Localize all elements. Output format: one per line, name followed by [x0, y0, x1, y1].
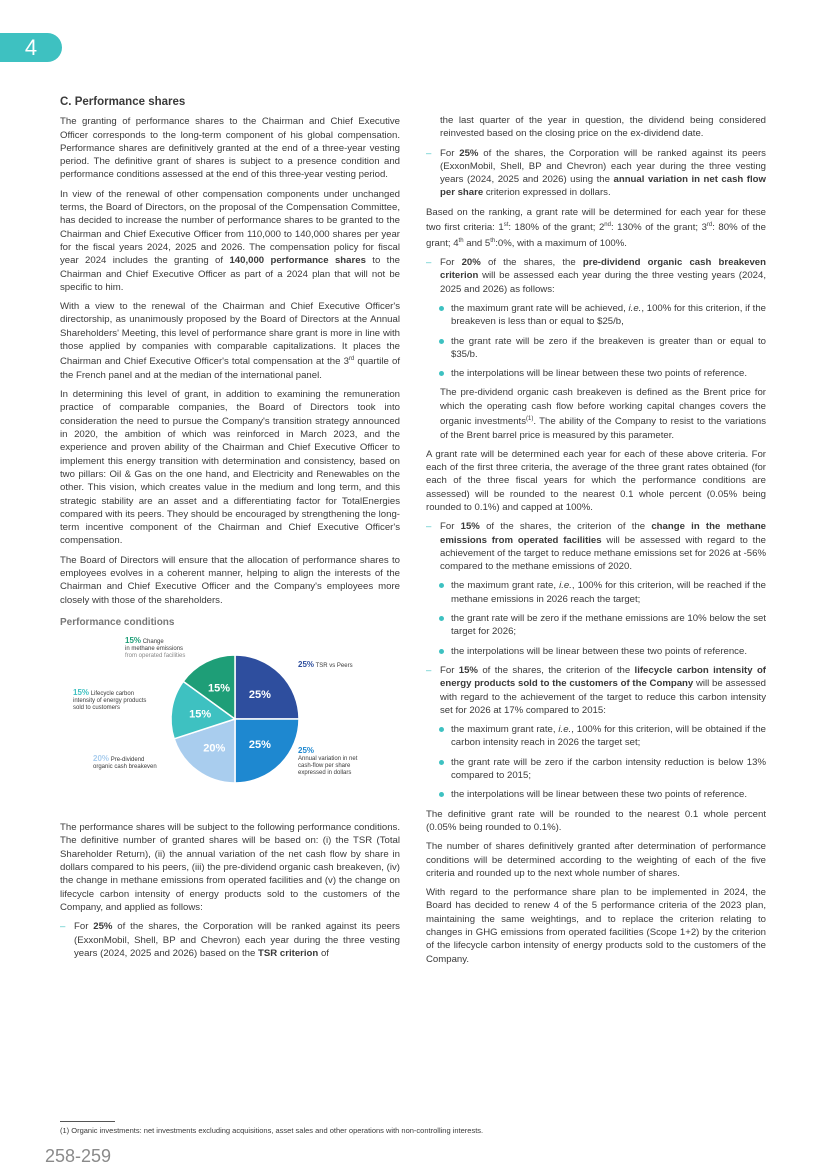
label-tsr: 25% TSR vs Peers	[298, 660, 353, 670]
dash-item-breakeven: – For 20% of the shares, the pre-dividend organic cash breakeven criterion will be assessed each year during the three vesting years (2024, 2025 and 2026) as follows:	[426, 257, 766, 295]
pie-slice-label: 15%	[189, 708, 212, 721]
pie-slice	[235, 655, 299, 719]
bullet-item: the maximum grant rate, i.e., 100% for this criterion, will be obtained if the carbon intensity reach in 2026 the target set;	[426, 723, 766, 750]
paragraph: A grant rate will be determined each year for each of these above criteria. For each of the first three criteria, the average of the three grant rates obtained (for each of the three fiscal years for which the performance conditions are assessed) will be rounded to the nearest 0.1 whole percent (0.05% being rounded to 0.1%) and capped at 100%.	[426, 448, 766, 513]
paragraph: In determining this level of grant, in addition to examining the remuneration practice of comparable companies, the Board of Directors took into consideration the need to pursue the Company's transition strategy announced in 2020, the ambition of which was reinforced in March 2023, and the experience and proven ability of the Chairman and Chief Executive Officer to implement this energy transition with determination and consistency, based on two pillars: Oil & Gas on the one hand, and Electricity and Renewables on the other. This vision, which creates value in the medium and long term, and this strategic stability are an asset and a differentiating factor for TotalEnergies compared with its peers. They should be encouraged by strengthening the long-term incentive component of the Chairman and Chief Executive Officer's compensation.	[60, 389, 400, 547]
label-breakeven: 20% Pre-dividend organic cash breakeven	[93, 754, 157, 771]
bullet-item: the maximum grant rate will be achieved, i.e., 100% for this criterion, if the breakeven is less than or equal to $25/b,	[426, 302, 766, 329]
left-column	[60, 94, 400, 966]
paragraph: Based on the ranking, a grant rate will be determined for each year for these two first criteria: 1st: 180% of the grant; 2nd: 130% of the grant; 3rd: 80% of the grant; 4th and 5th:0%, with a maximum of 100%.	[426, 206, 766, 249]
pie-slice-label: 15%	[207, 682, 231, 695]
subheading-performance-conditions: Performance conditions	[60, 616, 175, 628]
section-title: C. Performance shares	[60, 96, 186, 108]
bullet-item: the interpolations will be linear between these two points of reference.	[426, 367, 766, 380]
bullet-item: the grant rate will be zero if the breakeven is greater than or equal to $35/b.	[426, 335, 766, 362]
paragraph: The granting of performance shares to the Chairman and Chief Executive Officer corresponds to the long-term component of his global compensation. Performance shares are definitively granted at the end of a three-year vesting period. The definitive grant of shares is subject to a presence condition and performance conditions assessed at the end of this three-year vesting period.	[60, 116, 400, 181]
paragraph: With a view to the renewal of the Chairman and Chief Executive Officer's directorship, as unanimously proposed by the Board of Directors at the Annual Shareholders' Meeting, this level of performance share grant is more in line with those applied by companies with comparable capitalizations. It places the Chairman and Chief Executive Officer's total compensation at the 3rd quartile of the French panel and at the median of the international panel.	[60, 301, 400, 381]
footnote: (1) Organic investments: net investments excluding acquisitions, asset sales and other operations with non-controlling interests.	[60, 1126, 484, 1135]
pie-slice	[235, 719, 299, 783]
paragraph: The definitive grant rate will be rounded to the nearest 0.1 whole percent (0.05% being rounded to 0.1%).	[426, 808, 766, 833]
bullet-item: the grant rate will be zero if the methane emissions are 10% below the set target for 2026;	[426, 612, 766, 639]
right-column	[426, 94, 766, 972]
dash-item-cashflow: – For 25% of the shares, the Corporation will be ranked against its peers (ExxonMobil, Shell, BP and Chevron) each year during the three vesting years (2024, 2025 and 2026) using the annual variation in net cash flow per share criterion expressed in dollars.	[426, 147, 766, 199]
label-lifecycle: 15% Lifecycle carbon intensity of energy products sold to customers	[73, 688, 147, 712]
bullet-item: the maximum grant rate, i.e., 100% for this criterion, will be reached if the methane emissions in 2026 reach the target;	[426, 579, 766, 606]
bullet-item: the interpolations will be linear between these two points of reference.	[426, 645, 766, 658]
dash-item-tsr: – For 25% of the shares, the Corporation will be ranked against its peers (ExxonMobil, Shell, BP and Chevron) each year during the three vesting years (2024, 2025 and 2026) based on the TSR criterion of	[60, 921, 400, 959]
page-number: 258-259	[45, 1146, 112, 1166]
paragraph: the last quarter of the year in question, the dividend being considered reinvested based on the closing price on the ex-dividend date.	[440, 115, 766, 140]
paragraph: The Board of Directors will ensure that the allocation of performance shares to employees evolves in a coherent manner, helping to align the interests of the Chairman and Chief Executive Officer and the Company's employees more closely with those of the shareholders.	[60, 554, 400, 606]
label-methane: 15% Change in methane emissions from operated facilities	[125, 636, 186, 660]
dash-item-lifecycle: – For 15% of the shares, the criterion of the lifecycle carbon intensity of energy products sold to the customers of the Company will be assessed with regard to the achievement of the target to reduce this carbon intensity set for 2026 at 17% compared to 2015:	[426, 664, 766, 716]
paragraph: The number of shares definitively granted after determination of performance conditions will be determined according to the weighting of each of the five criteria and rounded up to the next whole number of shares.	[426, 841, 766, 879]
paragraph: With regard to the performance share plan to be implemented in 2024, the Board has decided to renew 4 of the 5 performance criteria of the 2023 plan, maintaining the same weightings, and to replace the criterion relating to changes in GHG emissions from operated facilities (Scope 1+2) by the criterion of the lifecycle carbon intensity of energy products sold to the customers of the Company.	[426, 887, 766, 965]
paragraph: The performance shares will be subject to the following performance conditions. The definitive number of granted shares will be based on: (i) the TSR (Total Shareholder Return), (ii) the annual variation of the net cash flow by share in dollars compared to his peers, (iii) the pre-dividend organic cash breakeven, (iv) the change in methane emissions from operated facilities and (v) the change on lifecycle carbon intensity of energy products sold to the customers of the Company, and applied as follows:	[60, 822, 400, 913]
footnote-divider	[60, 1121, 115, 1122]
paragraph: The pre-dividend organic cash breakeven is defined as the Brent price for which the operating cash flow before working capital changes covers the organic investments$^{(1)}$. The ability of the Company to resist to the variations of the Brent barrel price is measured by this parameter.	[440, 387, 766, 441]
paragraph: In view of the renewal of other compensation components under unchanged terms, the Board of Directors, on the proposal of the Compensation Committee, has decided to increase the number of performance shares to be granted to the Chairman and Chief Executive Officer from 110,000 to 140,000 shares per year for the fiscal years 2024, 2025 and 2026. The compensation policy for fiscal year 2024 includes the granting of 140,000 performance shares to the Chairman and Chief Executive Officer as part of a 2024 plan that will not be specific to him.	[60, 188, 400, 293]
bullet-item: the grant rate will be zero if the carbon intensity reduction is below 13% compared to 2015;	[426, 756, 766, 783]
pie-slice-label: 20%	[203, 742, 226, 755]
pie-slice-label: 25%	[248, 689, 271, 702]
bullet-item: the interpolations will be linear between these two points of reference.	[426, 788, 766, 801]
performance-conditions-pie-chart	[60, 635, 400, 811]
label-cashflow: 25% Annual variation in net cash-flow per share expressed in dollars	[298, 746, 358, 777]
chapter-tab: 4	[0, 33, 62, 62]
dash-item-methane: – For 15% of the shares, the criterion of the change in the methane emissions from operated facilities will be assessed with regard to the achievement of the target to reduce methane emissions set for 2026 at -56% compared to the methane emissions of 2020.	[426, 521, 767, 573]
pie-slice-label: 25%	[248, 739, 271, 752]
